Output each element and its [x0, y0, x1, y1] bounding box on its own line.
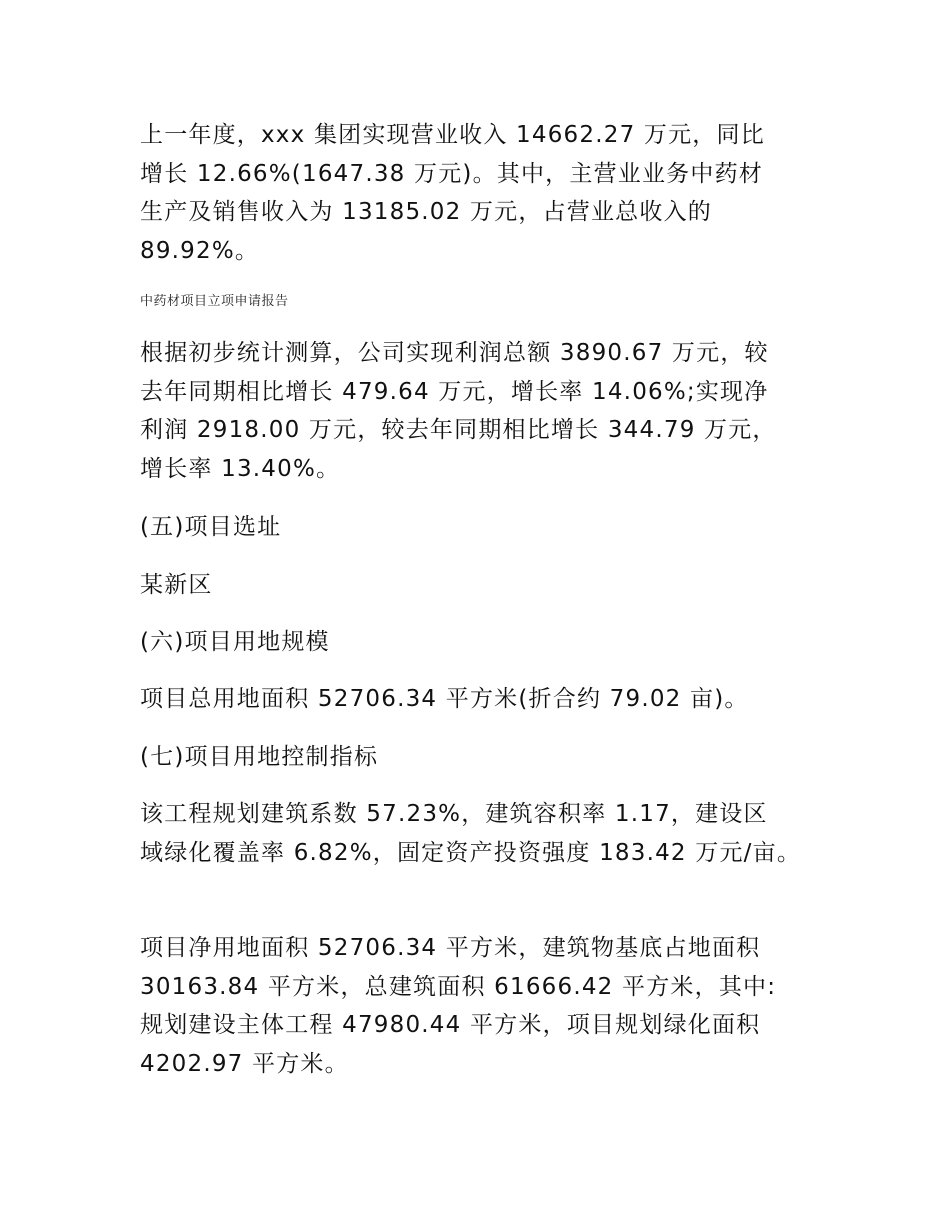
- project-site-value: 某新区: [140, 572, 213, 598]
- running-header: 中药材项目立项申请报告: [140, 294, 289, 309]
- paragraph-revenue: 上一年度，xxx 集团实现营业收入 14662.27 万元，同比 增长 12.66%(1647.38 万元)。其中，主营业业务中药材 生产及销售收入为 13185.02 万元，占营业总收入的 89.92%。: [140, 122, 765, 264]
- paragraph-net-land-area: 项目净用地面积 52706.34 平方米，建筑物基底占地面积 30163.84 平方米，总建筑面积 61666.42 平方米，其中: 规划建设主体工程 47980.44 平方米，项目规划绿化面积 4202.97 平方米。: [140, 935, 777, 1077]
- paragraph-control-indicators: 该工程规划建筑系数 57.23%，建筑容积率 1.17，建设区 域绿化覆盖率 6.82%，固定资产投资强度 183.42 万元/亩。: [140, 801, 802, 866]
- paragraph-land-scale: 项目总用地面积 52706.34 平方米(折合约 79.02 亩)。: [140, 686, 749, 712]
- heading-land-scale: (六)项目用地规模: [140, 629, 330, 655]
- heading-project-site: (五)项目选址: [140, 514, 282, 540]
- heading-land-control: (七)项目用地控制指标: [140, 744, 379, 770]
- paragraph-profit: 根据初步统计测算，公司实现利润总额 3890.67 万元，较 去年同期相比增长 479.64 万元，增长率 14.06%;实现净 利润 2918.00 万元，较去年同期相比增长 344.79 万元， 增长率 13.40%。: [140, 340, 777, 482]
